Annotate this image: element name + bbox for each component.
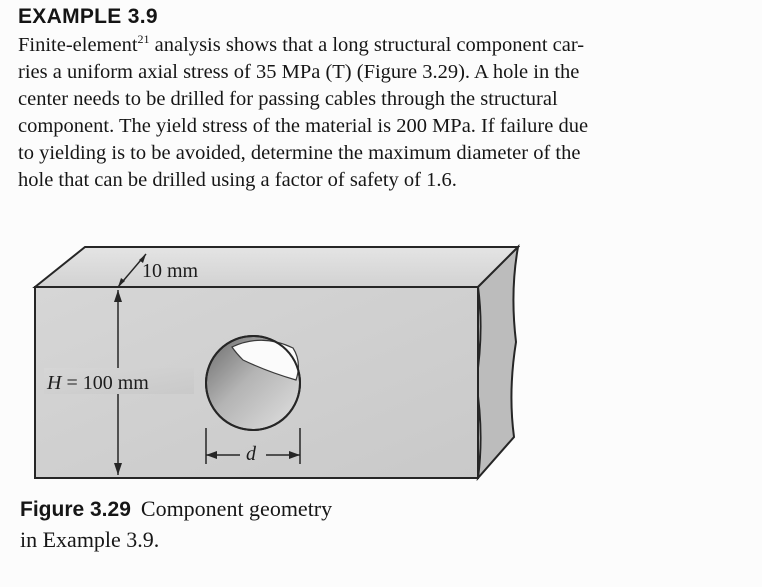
footnote-marker[interactable]: 21 (137, 32, 150, 46)
component-figure (0, 232, 520, 494)
figure-caption (20, 494, 540, 555)
problem-line-3: center needs to be drilled for passing cables through the structural (18, 88, 558, 110)
problem-line-6: hole that can be drilled using a factor of safety of 1.6. (18, 169, 457, 191)
top-face (35, 247, 518, 287)
figure-number: Figure 3.29 (20, 498, 131, 521)
end-face (476, 247, 518, 478)
problem-line-5: to yielding is to be avoided, determine the maximum diameter of the (18, 142, 581, 164)
component-drawing (0, 232, 520, 494)
figure-caption-text-line2: in Example 3.9. (20, 527, 160, 552)
problem-line-4: component. The yield stress of the material is 200 MPa. If failure due (18, 115, 589, 137)
figure-caption-text: Component geometry (140, 496, 333, 521)
height-label: H = 100 mm (47, 372, 149, 394)
problem-line-2: ries a uniform axial stress of 35 MPa (T) (Figure 3.29). A hole in the (18, 61, 580, 83)
thickness-label: 10 mm (142, 260, 199, 282)
example-heading: EXAMPLE 3.9 (18, 5, 158, 28)
diameter-label: d (246, 443, 256, 465)
problem-line-1: Finite-element$^{21}$ analysis shows that a long structural component car- (18, 32, 585, 56)
problem-statement (18, 32, 742, 194)
